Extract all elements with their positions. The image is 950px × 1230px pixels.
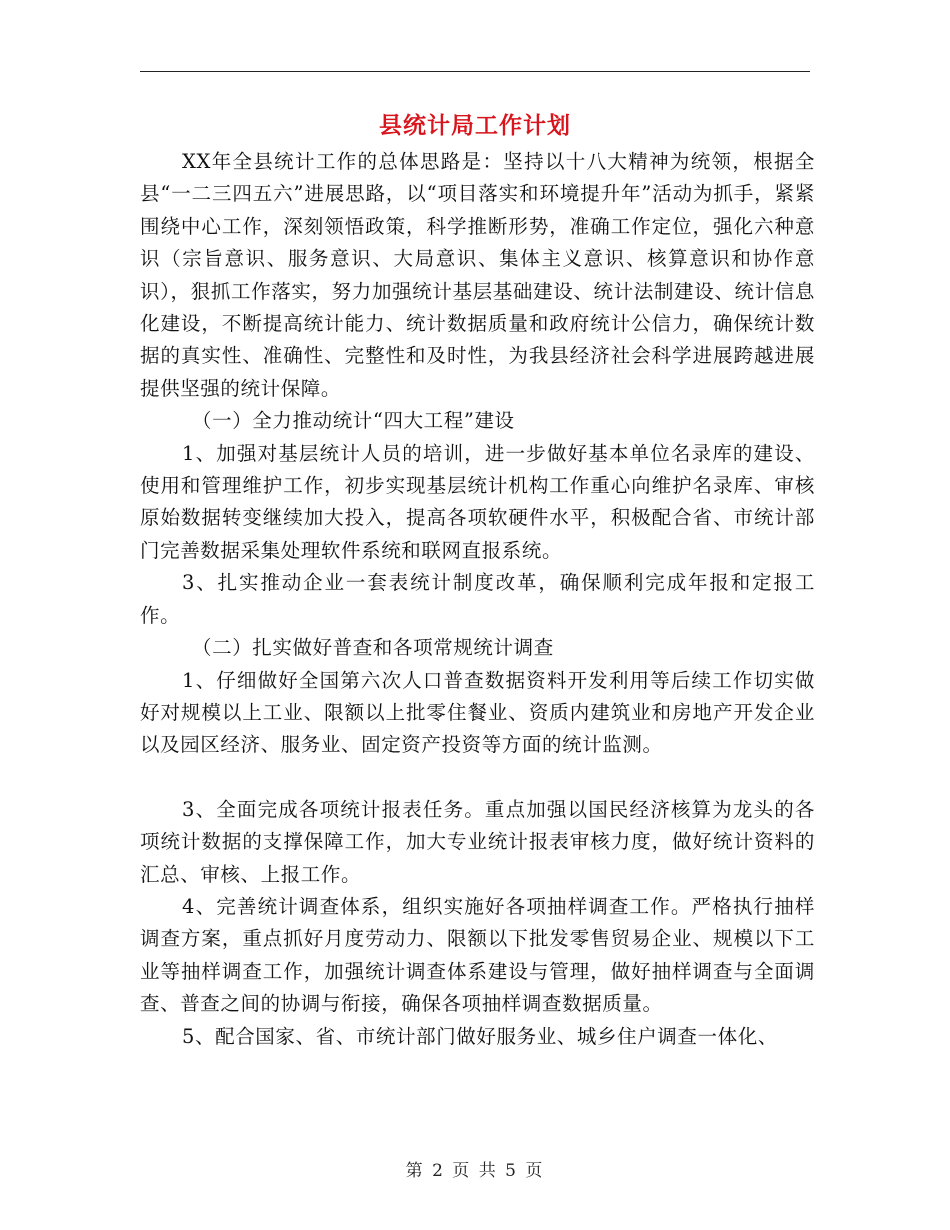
intro-paragraph: XX年全县统计工作的总体思路是：坚持以十八大精神为统领，根据全县“一二三四五六”进展思路，以“项目落实和环境提升年”活动为抓手，紧紧围绕中心工作，深刻领悟政策，科学推断形势，准确工作定位，强化六种意识（宗旨意识、服务意识、大局意识、集体主义意识、核算意识和协作意识），狠抓工作落实，努力加强统计基层基础建设、统计法制建设、统计信息化建设，不断提高统计能力、统计数据质量和政府统计公信力，确保统计数据的真实性、准确性、完整性和及时性，为我县经济社会科学进展跨越进展提供坚强的统计保障。 — [140, 150, 815, 400]
document-title: 县统计局工作计划 — [379, 112, 571, 139]
section-2-item-5: 5、配合国家、省、市统计部门做好服务业、城乡住户调查一体化、 — [182, 1024, 778, 1048]
section-2-item-4: 4、完善统计调查体系，组织实施好各项抽样调查工作。严格执行抽样调查方案，重点抓好月度劳动力、限额以下批发零售贸易企业、规模以下工业等抽样调查工作，加强统计调查体系建设与管理，做好抽样调查与全面调查、普查之间的协调与衔接，确保各项抽样调查数据质量。 — [140, 894, 815, 1016]
blank-line — [140, 762, 815, 794]
section-heading-1: （一）全力推动统计“四大工程”建设 — [192, 409, 515, 433]
document-body — [140, 146, 815, 1053]
section-2-item-3: 3、全面完成各项统计报表任务。重点加强以国民经济核算为龙头的各项统计数据的支撑保障工作，加大专业统计报表审核力度，做好统计资料的汇总、审核、上报工作。 — [140, 797, 815, 886]
section-2-item-1: 1、仔细做好全国第六次人口普查数据资料开发利用等后续工作切实做好对规模以上工业、限额以上批零住餐业、资质内建筑业和房地产开发企业以及园区经济、服务业、固定资产投资等方面的统计监测。 — [140, 668, 815, 757]
section-1-item-3: 3、扎实推动企业一套表统计制度改革，确保顺利完成年报和定报工作。 — [140, 571, 815, 627]
page-footer: 第 2 页 共 5 页 — [405, 1161, 545, 1181]
section-1-item-1: 1、加强对基层统计人员的培训，进一步做好基本单位名录库的建设、使用和管理维护工作，初步实现基层统计机构工作重心向维护名录库、审核原始数据转变继续加大投入，提高各项软硬件水平，积极配合省、市统计部门完善数据采集处理软件系统和联网直报系统。 — [140, 441, 815, 562]
section-heading-2: （二）扎实做好普查和各项常规统计调查 — [192, 636, 554, 660]
header-rule — [140, 71, 810, 72]
